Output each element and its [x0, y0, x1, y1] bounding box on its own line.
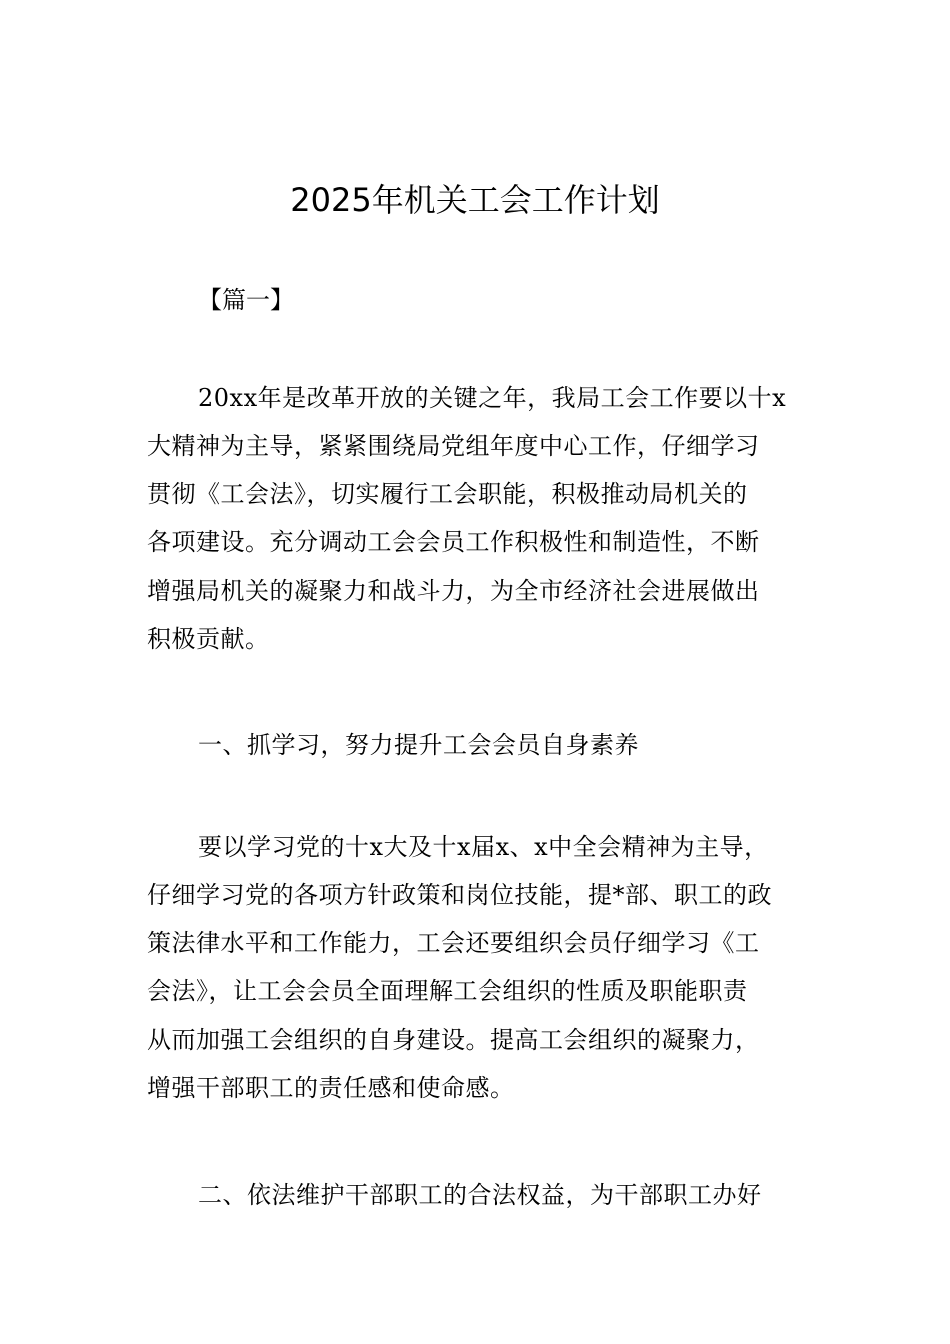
paragraph2-line-2: 仔细学习党的各项方针政策和岗位技能，提*部、职工的政: [147, 881, 772, 909]
paragraph2-line-4: 会法》，让工会会员全面理解工会组织的性质及职能职责: [147, 977, 748, 1005]
paragraph1-line-3: 贯彻《工会法》，切实履行工会职能，积极推动局机关的: [147, 480, 748, 508]
paragraph2-line-3: 策法律水平和工作能力，工会还要组织会员仔细学习《工: [147, 929, 760, 957]
paragraph1-line-5: 增强局机关的凝聚力和战斗力，为全市经济社会进展做出: [147, 577, 760, 605]
paragraph2-line-5: 从而加强工会组织的自身建设。提高工会组织的凝聚力，: [147, 1026, 760, 1054]
paragraph2-line-6: 增强干部职工的责任感和使命感。: [147, 1074, 515, 1102]
paragraph1-line-6: 积极贡献。: [147, 625, 270, 653]
document-title: 2025年机关工会工作计划: [290, 181, 660, 219]
paragraph1-line-2: 大精神为主导，紧紧围绕局党组年度中心工作，仔细学习: [147, 432, 760, 460]
paragraph1-line-1: 20xx年是改革开放的关键之年，我局工会工作要以十x: [198, 384, 787, 412]
heading-1: 一、抓学习，努力提升工会会员自身素养: [198, 731, 639, 759]
section-tag: 【篇一】: [198, 286, 294, 314]
heading-2: 二、依法维护干部职工的合法权益，为干部职工办好: [198, 1181, 762, 1209]
paragraph2-line-1: 要以学习党的十x大及十x届x、x中全会精神为主导，: [198, 833, 769, 861]
paragraph1-line-4: 各项建设。充分调动工会会员工作积极性和制造性，不断: [147, 528, 760, 556]
